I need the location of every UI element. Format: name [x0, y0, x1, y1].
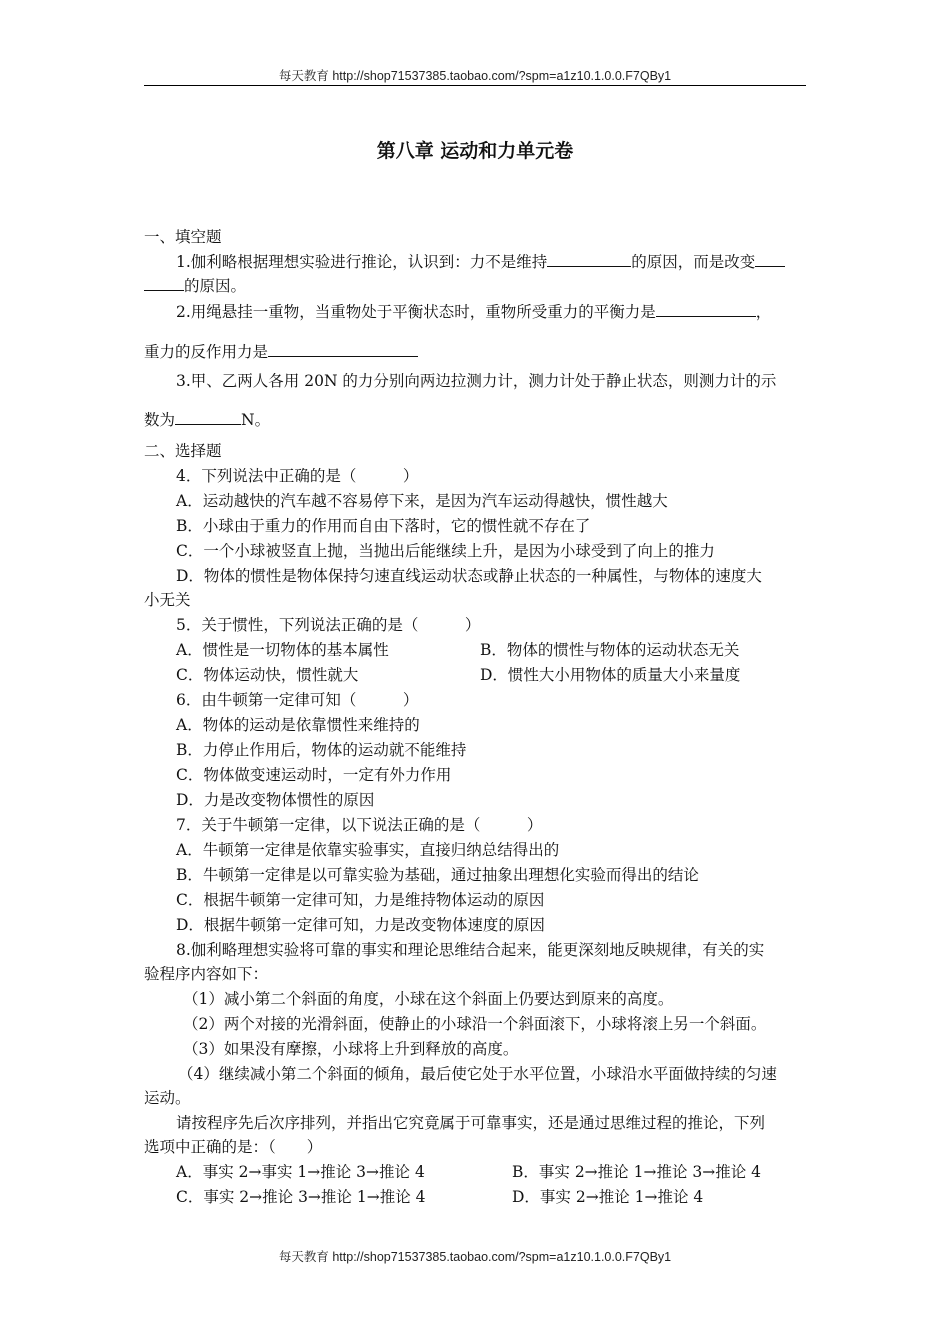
question-2-line-2: 重力的反作用力是 [144, 341, 418, 362]
question-1-line-2: 的原因。 [144, 275, 246, 296]
answer-blank[interactable] [175, 409, 241, 425]
q6-option-d: D．力是改变物体惯性的原因 [176, 791, 375, 809]
q7-option-d: D．根据牛顿第一定律可知，力是改变物体速度的原因 [176, 916, 545, 934]
question-2-line-1: 2.用绳悬挂一重物，当重物处于平衡状态时，重物所受重力的平衡力是 ， [176, 303, 772, 321]
q7-option-a: A．牛顿第一定律是依靠实验事实，直接归纳总结得出的 [176, 841, 560, 859]
q4-option-d-line-1: D．物体的惯性是物体保持匀速直线运动状态或静止状态的一种属性，与物体的速度大 [176, 567, 762, 585]
answer-blank[interactable] [268, 341, 418, 357]
q8-option-c: C．事实 2→推论 3→推论 1→推论 4 [176, 1188, 426, 1206]
question-4: 4．下列说法中正确的是（ ） [176, 467, 419, 485]
q6-option-b: B．力停止作用后，物体的运动就不能维持 [176, 741, 467, 759]
question-8-line-1: 8.伽利略理想实验将可靠的事实和理论思维结合起来，能更深刻地反映规律，有关的实 [176, 941, 765, 959]
page-footer: 每天教育 http://shop71537385.taobao.com/?spm=a1z10.1.0.0.F7QBy1 [278, 1250, 672, 1264]
q5-option-a: A．惯性是一切物体的基本属性 [176, 641, 389, 659]
q7-option-b: B．牛顿第一定律是以可靠实验为基础，通过抽象出理想化实验而得出的结论 [176, 866, 699, 884]
document-title: 第八章 运动和力单元卷 [376, 140, 574, 162]
question-1-line-1: 1.伽利略根据理想实验进行推论，认识到：力不是维持 的原因，而是改变 [176, 251, 785, 272]
page-header: 每天教育 http://shop71537385.taobao.com/?spm=a1z10.1.0.0.F7QBy1 [278, 69, 672, 83]
answer-blank[interactable] [656, 301, 756, 317]
question-8-line-2: 验程序内容如下： [144, 965, 269, 983]
answer-blank[interactable] [547, 251, 631, 267]
q8-step-4-line-1: （4）继续减小第二个斜面的倾角，最后使它处于水平位置，小球沿水平面做持续的匀速 [178, 1065, 777, 1083]
q8-prompt-line-2: 选项中正确的是：（ ） [144, 1138, 323, 1156]
q8-step-4-line-2: 运动。 [144, 1089, 191, 1107]
q5-option-d: D．惯性大小用物体的质量大小来量度 [480, 666, 741, 684]
q5-option-b: B．物体的惯性与物体的运动状态无关 [480, 641, 740, 659]
q6-option-a: A．物体的运动是依靠惯性来维持的 [176, 716, 420, 734]
question-7: 7．关于牛顿第一定律，以下说法正确的是（ ） [176, 816, 543, 834]
q8-step-3: （3）如果没有摩擦，小球将上升到释放的高度。 [183, 1040, 519, 1058]
question-5: 5．关于惯性，下列说法正确的是（ ） [176, 616, 481, 634]
q4-option-c: C．一个小球被竖直上抛，当抛出后能继续上升，是因为小球受到了向上的推力 [176, 542, 715, 560]
q8-step-2: （2）两个对接的光滑斜面，使静止的小球沿一个斜面滚下，小球将滚上另一个斜面。 [183, 1015, 767, 1033]
section-fill-blank: 一、填空题 [144, 228, 222, 246]
question-3-line-2: 数为 N。 [144, 411, 271, 429]
q4-option-d-line-2: 小无关 [144, 591, 191, 609]
q5-option-c: C．物体运动快，惯性就大 [176, 666, 359, 684]
q6-option-c: C．物体做变速运动时，一定有外力作用 [176, 766, 452, 784]
q8-prompt-line-1: 请按程序先后次序排列，并指出它究竟属于可靠事实，还是通过思维过程的推论，下列 [176, 1114, 766, 1132]
answer-blank[interactable] [755, 251, 785, 267]
section-multiple-choice: 二、选择题 [144, 442, 222, 460]
q8-option-d: D．事实 2→推论 1→推论 4 [512, 1188, 704, 1206]
q7-option-c: C．根据牛顿第一定律可知，力是维持物体运动的原因 [176, 891, 545, 909]
header-rule [144, 85, 806, 86]
q4-option-b: B．小球由于重力的作用而自由下落时，它的惯性就不存在了 [176, 517, 591, 535]
question-3-line-1: 3.甲、乙两人各用 20N 的力分别向两边拉测力计，测力计处于静止状态，则测力计的示 [176, 372, 777, 390]
answer-blank[interactable] [144, 275, 184, 291]
question-6: 6．由牛顿第一定律可知（ ） [176, 691, 419, 709]
q4-option-a: A．运动越快的汽车越不容易停下来，是因为汽车运动得越快，惯性越大 [176, 492, 668, 510]
q8-option-b: B．事实 2→推论 1→推论 3→推论 4 [512, 1163, 762, 1181]
q8-option-a: A．事实 2→事实 1→推论 3→推论 4 [176, 1163, 425, 1181]
q8-step-1: （1）减小第二个斜面的角度，小球在这个斜面上仍要达到原来的高度。 [183, 990, 674, 1008]
